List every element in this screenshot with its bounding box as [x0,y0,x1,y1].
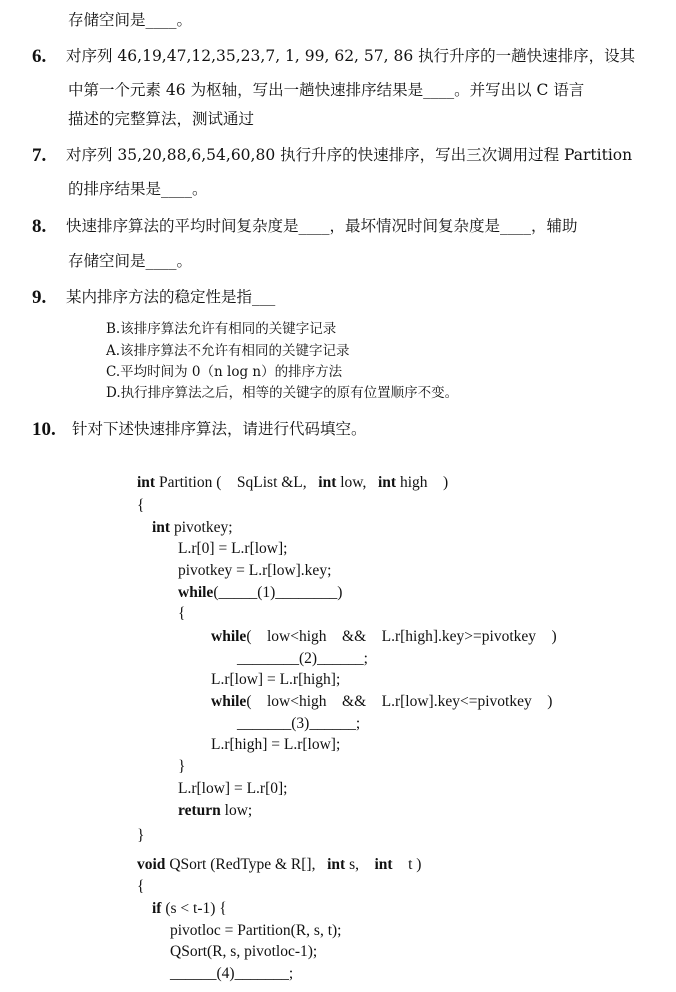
question-10-line-1: 针对下述快速排序算法，请进行代码填空。 [72,420,367,438]
code-text: { [137,878,145,895]
code-line [170,964,293,984]
option-c: C.平均时间为 0（n log n）的排序方法 [106,364,343,380]
question-8-line-1: 快速排序算法的平均时间复杂度是____，最坏情况时间复杂度是____，辅助 [66,217,578,235]
option-a: A.该排序算法不允许有相同的关键字记录 [106,343,350,359]
question-number-7: 7. [32,145,47,166]
code-line [137,496,144,516]
option-b: B.该排序算法允许有相同的关键字记录 [106,321,337,337]
code-line [170,942,317,962]
code-keyword: if [152,900,162,917]
code-keyword: return [178,802,221,819]
code-line [170,921,341,941]
code-line [178,779,287,799]
question-9-line-1: 某内排序方法的稳定性是指___ [66,288,276,306]
code-line [211,670,340,690]
code-keyword: while [211,628,247,645]
code-text: low, [336,474,378,491]
question-6-line-3: 描述的完整算法，测试通过 [68,110,255,128]
code-text: ________(2)______; [237,650,368,667]
code-text: t ) [392,856,422,873]
code-line [137,473,448,493]
code-line [211,735,340,755]
code-text: L.r[0] = L.r[low]; [178,540,288,557]
code-keyword: while [178,584,214,601]
code-line [178,801,252,821]
question-number-9: 9. [32,287,47,308]
code-text: pivotloc = Partition(R, s, t); [170,922,342,939]
code-keyword: int [137,474,156,491]
code-line [237,714,360,734]
code-line [178,539,287,559]
option-d: D.执行排序算法之后，相等的关键字的原有位置顺序不变。 [106,385,459,401]
code-line [211,627,557,647]
code-text: L.r[low] = L.r[0]; [178,780,288,797]
code-text: QSort(R, s, pivotloc-1); [170,943,318,960]
code-line [137,826,144,846]
code-line [211,692,552,712]
code-text: pivotkey; [170,519,233,536]
code-text: Partition ( SqList &L, [155,474,319,491]
code-text: ( low<high && L.r[high].key>=pivotkey ) [246,628,557,645]
code-keyword: int [378,474,397,491]
code-line [178,757,185,777]
code-line [178,604,185,624]
question-6-line-1: 对序列 46,19,47,12,35,23,7, 1, 99, 62, 57, 86 执行升序的一趟快速排序，设其 [66,47,636,65]
question-number-8: 8. [32,216,47,237]
question-7-line-2: 的排序结果是____。 [68,180,208,198]
code-line [178,583,342,603]
question-number-6: 6. [32,46,47,67]
code-keyword: int [318,474,337,491]
code-text: ( low<high && L.r[low].key<=pivotkey ) [246,693,553,710]
question-7-line-1: 对序列 35,20,88,6,54,60,80 执行升序的快速排序，写出三次调用过程 Partition [66,146,633,164]
code-line [178,561,331,581]
code-line [137,855,421,875]
question-6-line-2: 中第一个元素 46 为枢轴，写出一趟快速排序结果是____。并写出以 C 语言 [68,81,585,99]
question-number-10: 10. [32,419,56,440]
code-line [137,877,144,897]
question-8-line-2: 存储空间是____。 [68,252,193,270]
code-text: low; [220,802,253,819]
code-keyword: int [374,856,393,873]
code-text: } [178,758,186,775]
code-line [152,899,227,919]
intro-line: 存储空间是____。 [68,11,193,29]
code-text: _______(3)______; [237,715,361,732]
code-text: pivotkey = L.r[low].key; [178,562,332,579]
code-line [152,518,233,538]
code-text: (s < t-1) { [161,900,227,917]
code-keyword: int [152,519,171,536]
code-text: { [178,605,186,622]
code-text: L.r[high] = L.r[low]; [211,736,341,753]
code-keyword: int [327,856,346,873]
code-text: ______(4)_______; [170,965,294,982]
code-text: QSort (RedType & R[], [165,856,328,873]
code-line [237,649,368,669]
code-keyword: void [137,856,166,873]
code-text: L.r[low] = L.r[high]; [211,671,341,688]
code-text: (_____(1)________) [213,584,343,601]
code-text: s, [345,856,375,873]
code-text: high ) [396,474,449,491]
code-text: { [137,497,145,514]
code-text: } [137,827,145,844]
code-keyword: while [211,693,247,710]
